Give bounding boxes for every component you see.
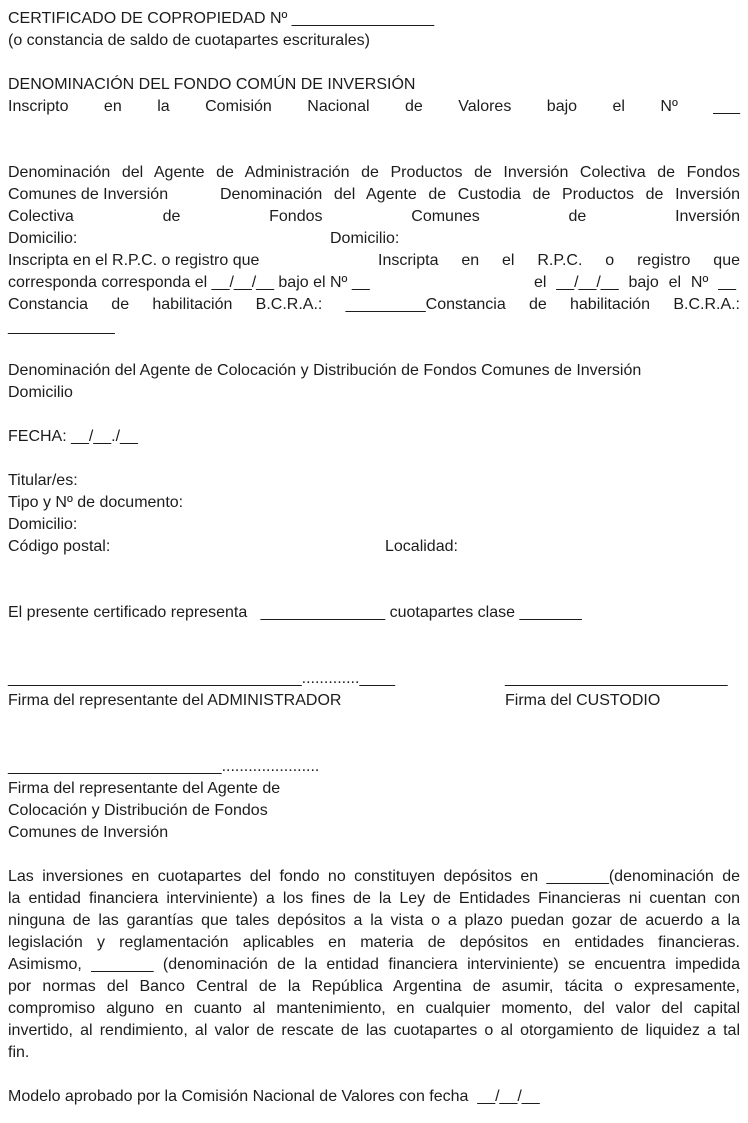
placement-signature-label-2: Colocación y Distribución de Fondos xyxy=(8,802,268,819)
admin-signature-label: Firma del representante del ADMINISTRADOR xyxy=(8,692,342,709)
signature-lines-row xyxy=(8,668,740,690)
admin-custody-agents-line-1: Denominación del Agente de Administración de Productos de Inversión Colectiva de Fondos xyxy=(8,164,740,181)
postal-locality-row xyxy=(8,536,740,558)
holders-label: Titular/es: xyxy=(8,472,78,489)
blank-line xyxy=(8,844,740,866)
custodian-signature-line: _________________________ xyxy=(505,670,728,687)
placement-agent-name-line: Denominación del Agente de Colocación y Distribución de Fondos Comunes de Inversión xyxy=(8,362,642,379)
custodian-signature-label: Firma del CUSTODIO xyxy=(505,692,661,709)
placement-signature-label-1: Firma del representante del Agente de xyxy=(8,780,281,797)
admin-custody-agents-line-3: Colectiva de Fondos Comunes de Inversión xyxy=(8,208,740,225)
blank-line xyxy=(8,118,740,140)
blank-line xyxy=(8,558,740,580)
admin-custody-agents-line-2 xyxy=(8,184,740,206)
rpc-date-row xyxy=(8,272,740,294)
blank-line xyxy=(8,624,740,646)
bcra-authorization-line-tail: ____________ xyxy=(8,318,115,335)
blank-line xyxy=(8,338,740,360)
disclaimer-line-8: invertido, al rendimiento, al valor de rescate de las cuotapartes o al otorgamiento de liquidez a tal xyxy=(8,1022,740,1039)
disclaimer-line-9: fin. xyxy=(8,1044,30,1061)
domicile-row xyxy=(8,228,740,250)
date-line: FECHA: __/__./__ xyxy=(8,428,138,445)
blank-line xyxy=(8,580,740,602)
fund-denomination-heading: DENOMINACIÓN DEL FONDO COMÚN DE INVERSIÓN xyxy=(8,76,416,93)
signature-labels-row xyxy=(8,690,740,712)
placement-agent-domicile: Domicilio xyxy=(8,384,73,401)
placement-signature-line: ________________________...................... xyxy=(8,758,320,775)
approval-line: Modelo aprobado por la Comisión Nacional de Valores con fecha __/__/__ xyxy=(8,1088,540,1105)
custody-rpc-date-text: el __/__/__ bajo el Nº __ xyxy=(534,274,736,291)
disclaimer-line-6: por normas del Banco Central de la República Argentina de asumir, tácita o expresamente, xyxy=(8,978,740,995)
bcra-authorization-line: Constancia de habilitación B.C.R.A.: _________Constancia de habilitación B.C.R.A.: xyxy=(8,296,740,313)
disclaimer-line-3: ninguna de las garantías que tales depósitos a la vista o a plazo puedan gozar de acuerdo a la xyxy=(8,912,740,929)
holder-domicile-label: Domicilio: xyxy=(8,516,78,533)
postal-code-label: Código postal: xyxy=(8,538,111,555)
disclaimer-line-2: la entidad financiera interviniente) a los fines de la Ley de Entidades Financieras ni cuentan con xyxy=(8,890,740,907)
admin-rpc-date-text: corresponda corresponda el __/__/__ bajo el Nº __ xyxy=(8,274,370,291)
disclaimer-line-1: Las inversiones en cuotapartes del fondo no constituyen depósitos en _______(denominación de xyxy=(8,868,740,885)
cnv-registration-line: Inscripto en la Comisión Nacional de Valores bajo el Nº ___ xyxy=(8,98,740,115)
certificate-subtitle: (o constancia de saldo de cuotapartes escriturales) xyxy=(8,32,370,49)
blank-line xyxy=(8,140,740,162)
admin-domicile-label: Domicilio: xyxy=(8,230,78,247)
placement-signature-label-3: Comunes de Inversión xyxy=(8,824,169,841)
locality-label: Localidad: xyxy=(385,538,458,555)
disclaimer-line-5: Asimismo, _______ (denominación de la entidad financiera interviniente) se encuentra impedida xyxy=(8,956,740,973)
disclaimer-line-4: legislación y reglamentación aplicables en materia de depósitos en entidades financieras. xyxy=(8,934,740,951)
blank-line xyxy=(8,52,740,74)
blank-line xyxy=(8,646,740,668)
disclaimer-line-7: compromiso alguno en cuanto al mantenimiento, en cualquier momento, del valor del capital xyxy=(8,1000,740,1017)
admin-agent-fund-text: Comunes de Inversión xyxy=(8,186,169,203)
admin-rpc-text: Inscripta en el R.P.C. o registro que xyxy=(8,252,260,269)
blank-line xyxy=(8,448,740,470)
certificate-represents-line: El presente certificado representa ______________ cuotapartes clase _______ xyxy=(8,604,582,621)
certificate-number-line: CERTIFICADO DE COPROPIEDAD Nº ________________ xyxy=(8,10,435,27)
custody-domicile-label: Domicilio: xyxy=(330,230,400,247)
admin-signature-line: _________________________________.............____ xyxy=(8,670,396,687)
blank-line xyxy=(8,404,740,426)
custody-rpc-text: Inscripta en el R.P.C. o registro que xyxy=(378,252,740,269)
rpc-row xyxy=(8,250,740,272)
blank-line xyxy=(8,712,740,734)
document-type-label: Tipo y Nº de documento: xyxy=(8,494,184,511)
blank-line xyxy=(8,734,740,756)
custody-agent-heading: Denominación del Agente de Custodia de Productos de Inversión xyxy=(220,186,740,203)
blank-line xyxy=(8,1064,740,1086)
